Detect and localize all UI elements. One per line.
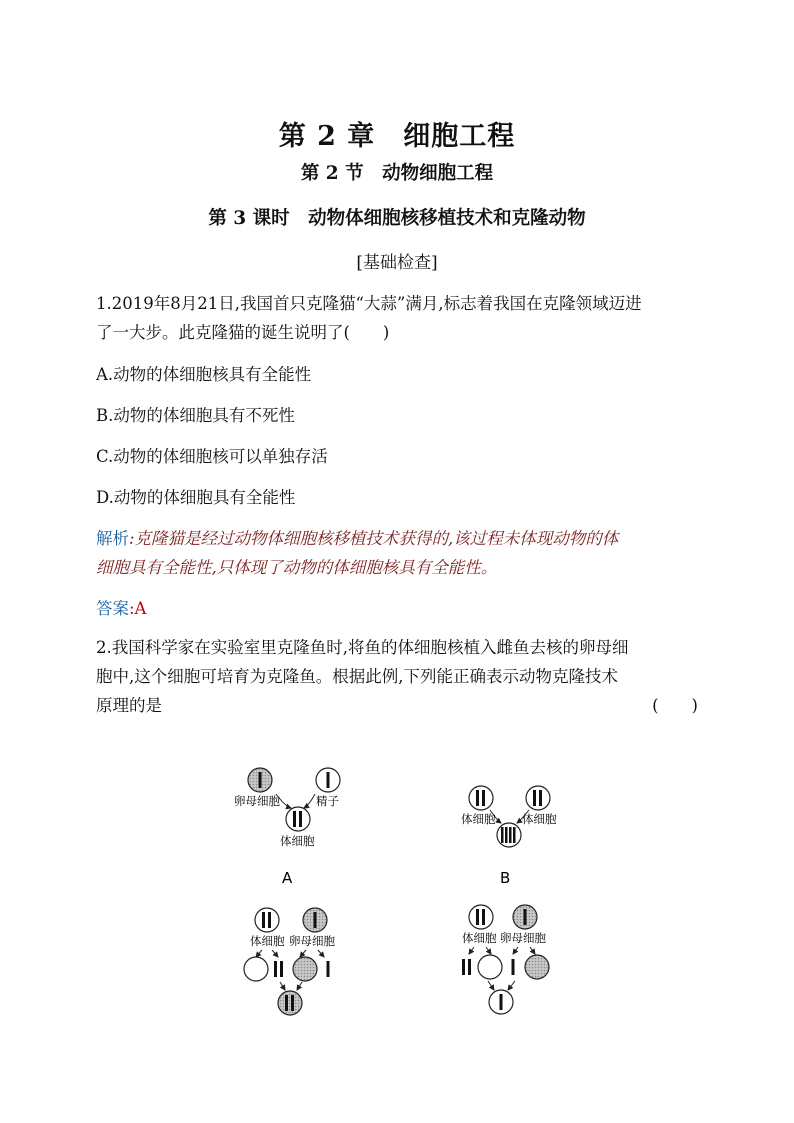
q1-option-d: D.动物的体细胞具有全能性 <box>96 488 296 507</box>
answer-value: :A <box>129 599 147 618</box>
b-left-label: 体细胞 <box>461 812 496 826</box>
enucleated-cell-icon <box>244 957 268 981</box>
panel-d <box>462 905 549 1014</box>
enucleated-egg-icon <box>525 955 549 979</box>
d-left-label: 体细胞 <box>462 931 497 945</box>
panel-b <box>461 786 557 887</box>
somatic-cell-icon <box>526 786 550 810</box>
section-title: 第 2 节 动物细胞工程 <box>300 163 494 184</box>
q1-option-b: B.动物的体细胞具有不死性 <box>96 406 295 425</box>
answer-label: 答案 <box>96 599 129 618</box>
somatic-cell-icon <box>286 807 310 831</box>
panel-c <box>244 908 335 1015</box>
a-egg-label: 卵母细胞 <box>234 794 280 808</box>
somatic-cell-icon <box>469 905 493 929</box>
q2-stem-line1: 2.我国科学家在实验室里克隆鱼时,将鱼的体细胞核植入雌鱼去核的卵母细 <box>96 638 629 657</box>
enucleated-cell-icon <box>478 955 502 979</box>
q1-stem-line1: 1.2019年8月21日,我国首只克隆猫“大蒜”满月,标志着我国在克隆领域迈进 <box>96 294 642 313</box>
option-b-label: B <box>500 869 511 887</box>
q1-stem-line2: 了一大步。此克隆猫的诞生说明了( ) <box>96 323 390 342</box>
cloned-cell-icon <box>278 991 302 1015</box>
a-sperm-label: 精子 <box>316 794 339 808</box>
panel-a <box>234 768 340 887</box>
q2-stem-line3: 原理的是 <box>96 696 162 715</box>
c-right-label: 卵母细胞 <box>289 934 335 948</box>
d-right-label: 卵母细胞 <box>500 931 546 945</box>
q1-option-c: C.动物的体细胞核可以单独存活 <box>96 447 328 466</box>
option-a-label: A <box>282 869 293 887</box>
chapter-title: 第 2 章 细胞工程 <box>278 121 516 152</box>
b-right-label: 体细胞 <box>522 812 557 826</box>
analysis-label: 解析 <box>96 529 129 548</box>
somatic-cell-icon <box>469 786 493 810</box>
q2-answer-paren: ( ) <box>652 696 698 715</box>
analysis-text-1: :克隆猫是经过动物体细胞核移植技术获得的,该过程未体现动物的体 <box>129 529 619 548</box>
part-label: [基础检查] <box>356 253 438 273</box>
somatic-cell-icon <box>255 908 279 932</box>
q1-analysis-line2: 细胞具有全能性,只体现了动物的体细胞核具有全能性。 <box>96 558 498 577</box>
c-left-label: 体细胞 <box>250 934 285 948</box>
enucleated-egg-icon <box>293 957 317 981</box>
a-result-label: 体细胞 <box>280 834 315 848</box>
q2-stem-line2: 胞中,这个细胞可培育为克隆鱼。根据此例,下列能正确表示动物克隆技术 <box>96 667 618 686</box>
lesson-title: 第 3 课时 动物体细胞核移植技术和克隆动物 <box>208 208 586 229</box>
q1-option-a: A.动物的体细胞核具有全能性 <box>96 365 312 384</box>
